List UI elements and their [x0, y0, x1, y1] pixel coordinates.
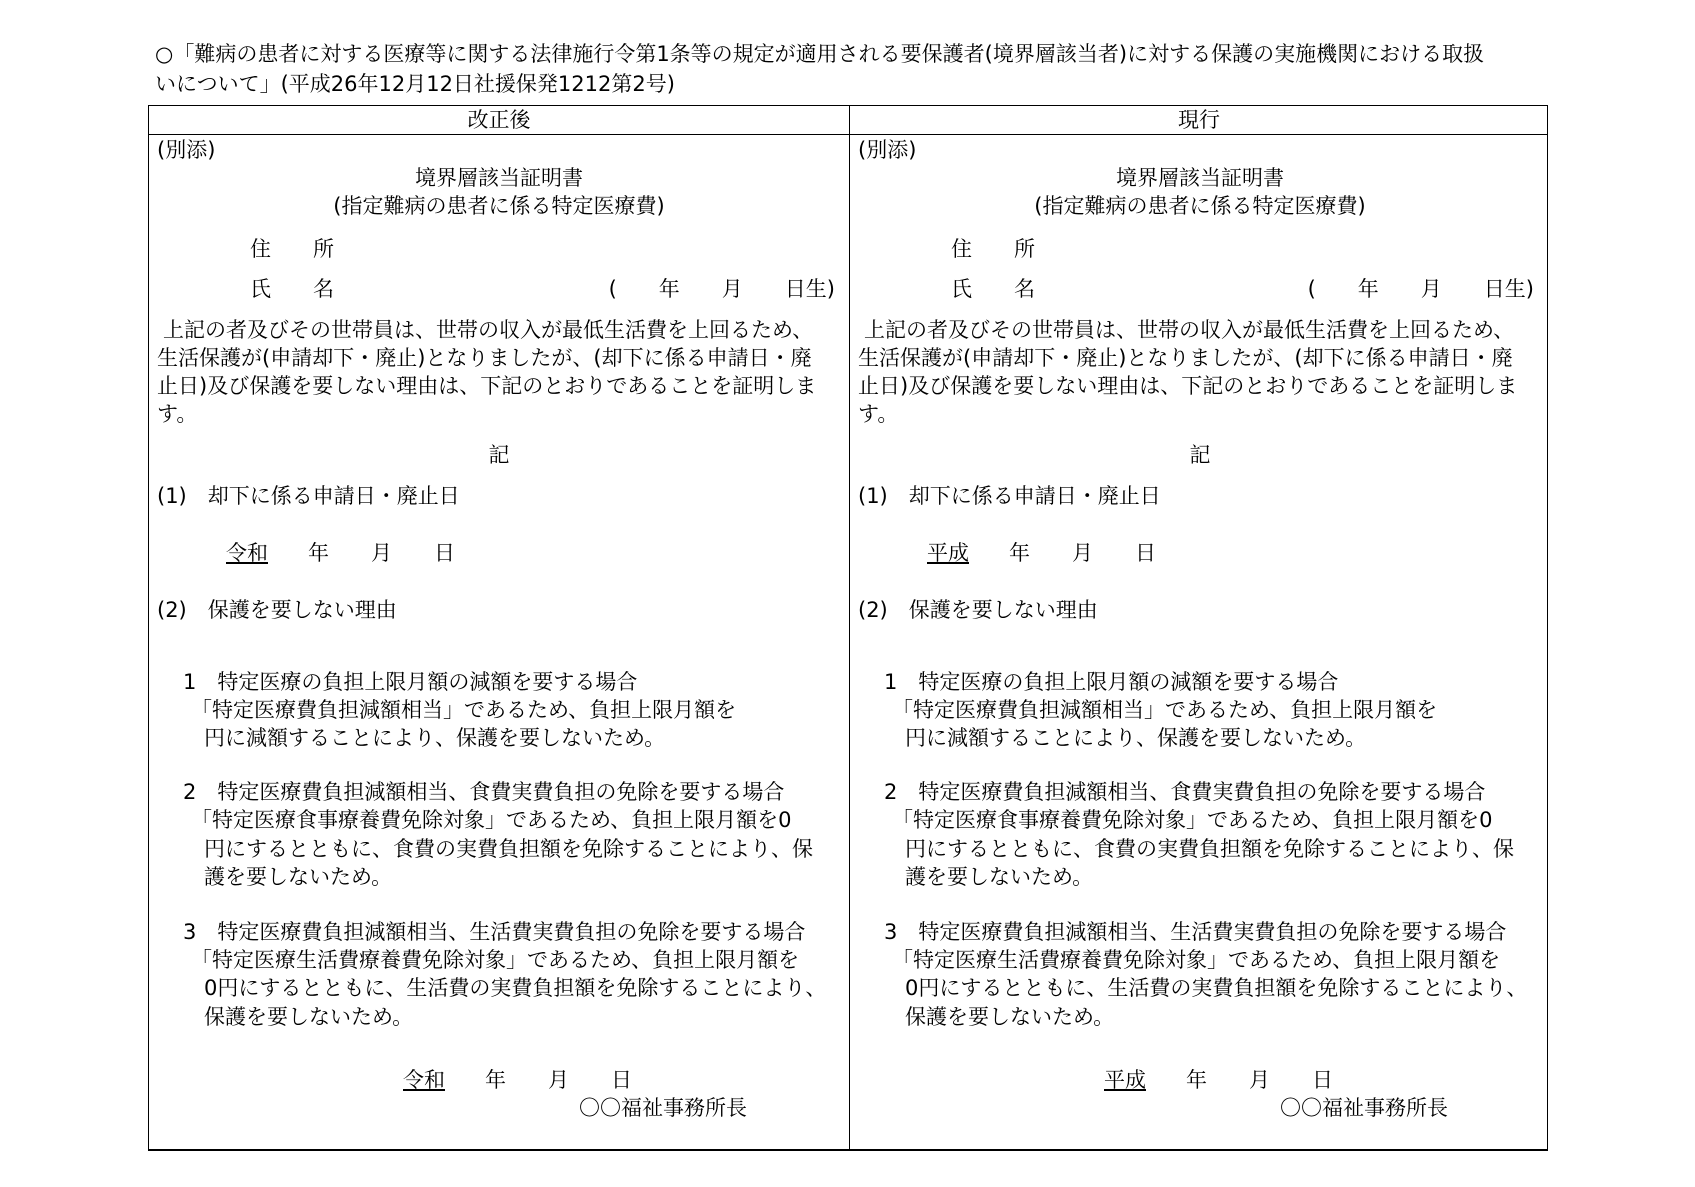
certificate-title: 境界層該当証明書	[415, 166, 583, 190]
comparison-table	[148, 105, 1548, 1151]
date-fields: 年 月 日	[1009, 541, 1156, 565]
column-header-revised: 改正後	[149, 106, 850, 135]
issue-date	[403, 1068, 632, 1092]
attachment-label: (別添)	[157, 138, 216, 162]
statement-line: 生活保護が(申請却下・廃止)となりましたが、(却下に係る申請日・廃	[858, 346, 1513, 370]
reason-3-text: 「特定医療生活費療養費免除対象」であるため、負担上限月額を	[191, 948, 800, 972]
name-label: 氏 名	[951, 277, 1035, 301]
reason-2-title: 2 特定医療費負担減額相当、食費実費負担の免除を要する場合	[183, 780, 785, 804]
statement-line: 生活保護が(申請却下・廃止)となりましたが、(却下に係る申請日・廃	[157, 346, 812, 370]
era-name: 令和	[226, 541, 268, 565]
item-2-heading: (2) 保護を要しない理由	[157, 598, 397, 622]
certificate-subtitle: (指定難病の患者に係る特定医療費)	[1034, 194, 1366, 218]
issue-date	[1104, 1068, 1333, 1092]
reason-3-text: 0円にするとともに、生活費の実費負担額を免除することにより、	[204, 976, 827, 1000]
rejection-date	[226, 541, 455, 565]
document-heading-line-2: いについて」(平成26年12月12日社援保発1212第2号)	[155, 72, 675, 96]
notes-heading: 記	[488, 443, 510, 467]
office-director-signature: 〇〇福祉事務所長	[579, 1096, 747, 1120]
era-name: 平成	[1104, 1068, 1146, 1092]
reason-1-text: 円に減額することにより、保護を要しないため。	[905, 726, 1367, 750]
reason-1-title: 1 特定医療の負担上限月額の減額を要する場合	[183, 670, 638, 694]
statement-line: 止日)及び保護を要しない理由は、下記のとおりであることを証明しま	[157, 374, 817, 398]
statement-line: す。	[858, 402, 899, 426]
statement-line: す。	[157, 402, 198, 426]
era-name: 平成	[927, 541, 969, 565]
statement-line: 止日)及び保護を要しない理由は、下記のとおりであることを証明しま	[858, 374, 1518, 398]
reason-2-title: 2 特定医療費負担減額相当、食費実費負担の免除を要する場合	[884, 780, 1486, 804]
reason-3-text: 0円にするとともに、生活費の実費負担額を免除することにより、	[905, 976, 1528, 1000]
reason-3-title: 3 特定医療費負担減額相当、生活費実費負担の免除を要する場合	[884, 920, 1507, 944]
reason-3-text: 保護を要しないため。	[204, 1005, 414, 1029]
name-label: 氏 名	[250, 277, 334, 301]
reason-2-text: 「特定医療食事療養費免除対象」であるため、負担上限月額を0	[892, 808, 1493, 832]
reason-2-text: 護を要しないため。	[905, 865, 1094, 889]
column-current	[850, 134, 1548, 1149]
rejection-date	[927, 541, 1156, 565]
notes-heading: 記	[1189, 443, 1211, 467]
reason-3-title: 3 特定医療費負担減額相当、生活費実費負担の免除を要する場合	[183, 920, 806, 944]
date-fields: 年 月 日	[485, 1068, 632, 1092]
column-header-current: 現行	[850, 106, 1548, 135]
document-heading-line-1: ○「難病の患者に対する医療等に関する法律施行令第1条等の規定が適用される要保護者(境界層該当者)に対する保護の実施機関における取扱	[155, 42, 1485, 66]
attachment-label: (別添)	[858, 138, 917, 162]
reason-2-text: 円にするとともに、食費の実費負担額を免除することにより、保	[204, 837, 813, 861]
birthdate-field: ( 年 月 日生)	[608, 277, 835, 301]
date-fields: 年 月 日	[1186, 1068, 1333, 1092]
address-label: 住 所	[951, 237, 1035, 261]
column-revised	[149, 134, 850, 1149]
era-name: 令和	[403, 1068, 445, 1092]
item-1-heading: (1) 却下に係る申請日・廃止日	[858, 484, 1161, 508]
reason-3-text: 「特定医療生活費療養費免除対象」であるため、負担上限月額を	[892, 948, 1501, 972]
certificate-title: 境界層該当証明書	[1116, 166, 1284, 190]
date-fields: 年 月 日	[308, 541, 455, 565]
statement-line: 上記の者及びその世帯員は、世帯の収入が最低生活費を上回るため、	[864, 318, 1515, 342]
item-1-heading: (1) 却下に係る申請日・廃止日	[157, 484, 460, 508]
item-2-heading: (2) 保護を要しない理由	[858, 598, 1098, 622]
reason-2-text: 「特定医療食事療養費免除対象」であるため、負担上限月額を0	[191, 808, 792, 832]
office-director-signature: 〇〇福祉事務所長	[1280, 1096, 1448, 1120]
reason-2-text: 円にするとともに、食費の実費負担額を免除することにより、保	[905, 837, 1514, 861]
birthdate-field: ( 年 月 日生)	[1307, 277, 1534, 301]
certificate-subtitle: (指定難病の患者に係る特定医療費)	[333, 194, 665, 218]
statement-line: 上記の者及びその世帯員は、世帯の収入が最低生活費を上回るため、	[163, 318, 814, 342]
reason-1-text: 円に減額することにより、保護を要しないため。	[204, 726, 666, 750]
reason-3-text: 保護を要しないため。	[905, 1005, 1115, 1029]
reason-2-text: 護を要しないため。	[204, 865, 393, 889]
reason-1-text: 「特定医療費負担減額相当」であるため、負担上限月額を	[892, 698, 1438, 722]
address-label: 住 所	[250, 237, 334, 261]
reason-1-title: 1 特定医療の負担上限月額の減額を要する場合	[884, 670, 1339, 694]
reason-1-text: 「特定医療費負担減額相当」であるため、負担上限月額を	[191, 698, 737, 722]
